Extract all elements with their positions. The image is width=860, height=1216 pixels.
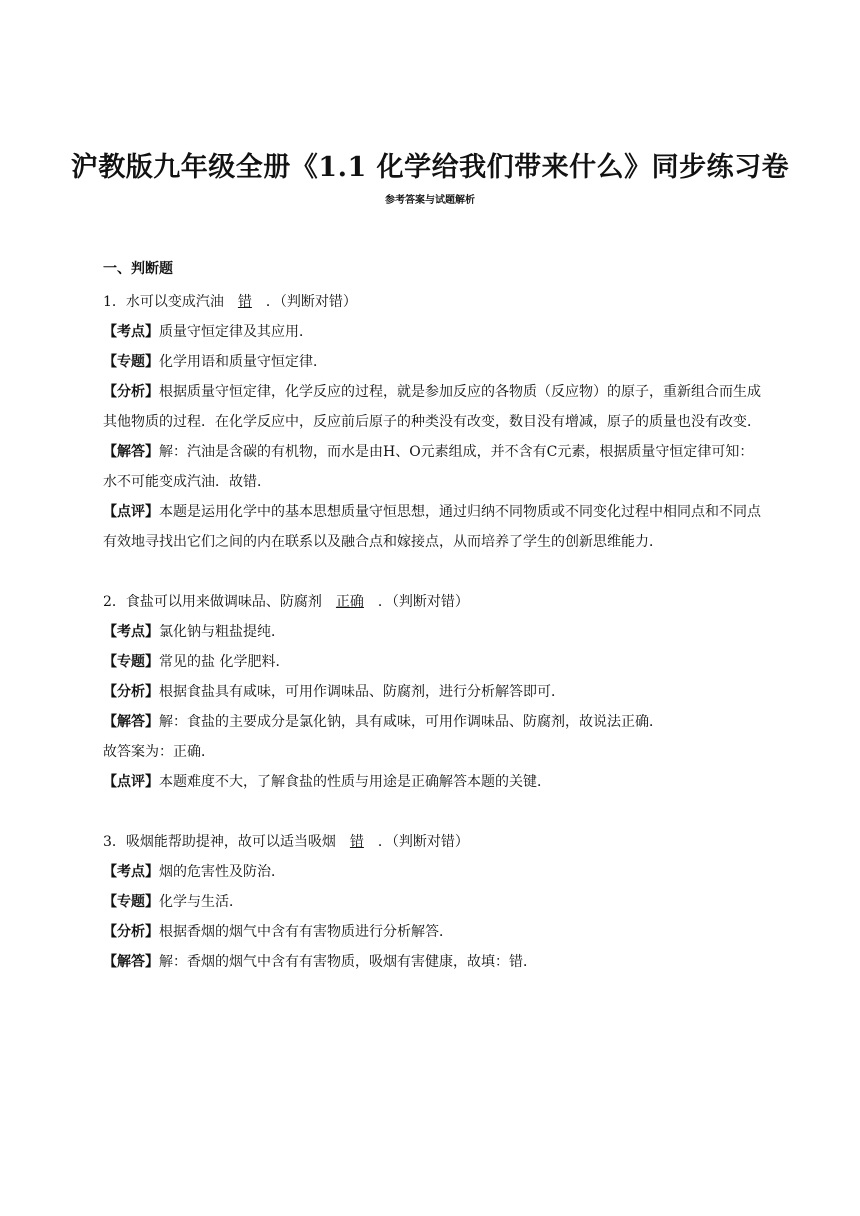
question-3-jieda [103, 947, 763, 977]
question-2-dianping [103, 767, 763, 797]
question-3-fenxi [103, 917, 763, 947]
document-body [103, 258, 763, 977]
jieda-tag: 【解答】 [103, 954, 159, 970]
question-2-jieda [103, 707, 763, 737]
stem-text: 2．食盐可以用来做调味品、防腐剂 [103, 594, 322, 610]
kaodian-text: 氯化钠与粗盐提纯． [159, 624, 285, 640]
kaodian-text: 烟的危害性及防治． [159, 864, 285, 880]
answer-blank: 错 [237, 294, 252, 310]
zhuanti-text: 常见的盐 化学肥料． [159, 654, 290, 670]
question-1-fenxi [103, 377, 763, 437]
fenxi-tag: 【分析】 [103, 384, 159, 400]
jieda-text: 解：食盐的主要成分是氯化钠，具有咸味，可用作调味品、防腐剂，故说法正确． [159, 714, 663, 730]
dianping-tag: 【点评】 [103, 774, 159, 790]
zhuanti-tag: 【专题】 [103, 354, 159, 370]
dianping-text: 本题难度不大，了解食盐的性质与用途是正确解答本题的关键． [159, 774, 551, 790]
fenxi-tag: 【分析】 [103, 684, 159, 700]
document-subtitle: 参考答案与试题解析 [385, 195, 475, 206]
question-2-kaodian [103, 617, 763, 647]
stem-suffix: ．（判断对错） [377, 834, 469, 850]
kaodian-tag: 【考点】 [103, 324, 159, 340]
question-2-extra: 故答案为：正确． [103, 744, 215, 760]
question-2-fenxi [103, 677, 763, 707]
kaodian-tag: 【考点】 [103, 624, 159, 640]
question-3-kaodian [103, 857, 763, 887]
spacer [103, 557, 763, 587]
jieda-text: 解：汽油是含碳的有机物，而水是由H、O元素组成，并不含有C元素，根据质量守恒定律可知：水不可能变成汽油．故错． [103, 444, 754, 490]
answer-blank: 错 [349, 834, 364, 850]
question-1-jieda [103, 437, 763, 497]
question-1-zhuanti [103, 347, 763, 377]
question-2-zhuanti [103, 647, 763, 677]
stem-text: 1．水可以变成汽油 [103, 294, 224, 310]
question-1-kaodian [103, 317, 763, 347]
fenxi-text: 根据质量守恒定律，化学反应的过程，就是参加反应的各物质（反应物）的原子，重新组合而生成其他物质的过程．在化学反应中，反应前后原子的种类没有改变，数目没有增减，原子的质量也没有改变． [103, 384, 761, 430]
jieda-tag: 【解答】 [103, 444, 159, 460]
question-1-dianping [103, 497, 763, 557]
question-3-zhuanti [103, 887, 763, 917]
stem-suffix: ．（判断对错） [265, 294, 357, 310]
section-heading: 一、判断题 [103, 261, 173, 277]
zhuanti-text: 化学用语和质量守恒定律． [159, 354, 327, 370]
zhuanti-text: 化学与生活． [159, 894, 243, 910]
stem-suffix: ．（判断对错） [377, 594, 469, 610]
stem-text: 3．吸烟能帮助提神，故可以适当吸烟 [103, 834, 336, 850]
question-3-stem [103, 827, 763, 857]
dianping-text: 本题是运用化学中的基本思想质量守恒思想，通过归纳不同物质或不同变化过程中相同点和不同点有效地寻找出它们之间的内在联系以及融合点和嫁接点，从而培养了学生的创新思维能力． [103, 504, 761, 550]
fenxi-text: 根据香烟的烟气中含有有害物质进行分析解答． [159, 924, 453, 940]
kaodian-tag: 【考点】 [103, 864, 159, 880]
fenxi-text: 根据食盐具有咸味，可用作调味品、防腐剂，进行分析解答即可． [159, 684, 565, 700]
fenxi-tag: 【分析】 [103, 924, 159, 940]
spacer [103, 797, 763, 827]
kaodian-text: 质量守恒定律及其应用． [159, 324, 313, 340]
dianping-tag: 【点评】 [103, 504, 159, 520]
question-2-stem [103, 587, 763, 617]
zhuanti-tag: 【专题】 [103, 894, 159, 910]
document-title: 沪教版九年级全册《1.1 化学给我们带来什么》同步练习卷 [70, 152, 790, 183]
answer-blank: 正确 [335, 594, 364, 610]
zhuanti-tag: 【专题】 [103, 654, 159, 670]
jieda-tag: 【解答】 [103, 714, 159, 730]
question-1-stem [103, 287, 763, 317]
jieda-text: 解：香烟的烟气中含有有害物质，吸烟有害健康，故填：错． [159, 954, 537, 970]
